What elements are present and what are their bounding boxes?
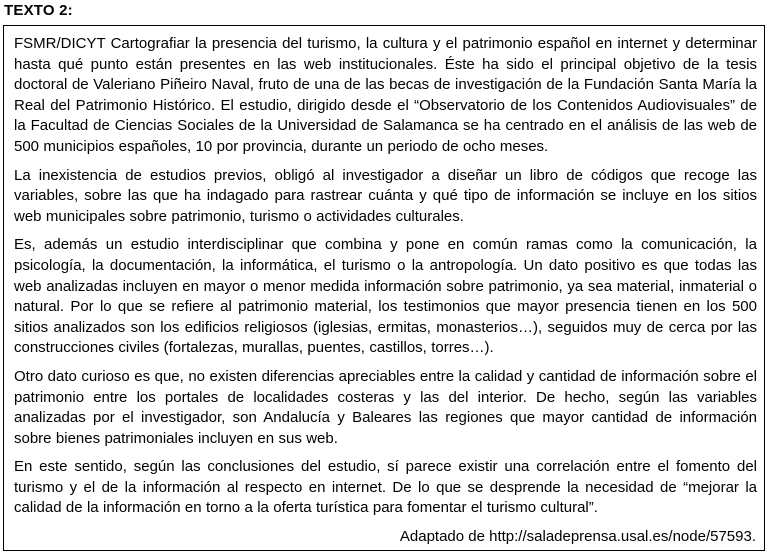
- paragraph-4: Otro dato curioso es que, no existen diferencias apreciables entre la calidad y cantidad de información sobre el patrimonio entre los portales de localidades costeras y las del interior. De hecho, según las variables analizadas por el investigador, son Andalucía y Baleares las regiones que mayor cantidad de información sobre bienes patrimoniales incluyen en sus web.: [14, 367, 757, 447]
- text-box: [3, 25, 765, 551]
- paragraph-2: La inexistencia de estudios previos, obligó al investigador a diseñar un libro de códigos que recoge las variables, sobre las que ha indagado para rastrear cuánta y qué tipo de información se incluye en los sitios web municipales sobre patrimonio, turismo o actividades culturales.: [14, 166, 757, 225]
- paragraph-3: Es, además un estudio interdisciplinar que combina y pone en común ramas como la comunicación, la psicología, la documentación, la informática, el turismo o la antropología. Un dato positivo es que todas las web analizadas incluyen en mayor o menor medida información sobre patrimonio, ya sea material, inmaterial o natural. Por lo que se refiere al patrimonio material, los testimonios que mayor presencia tienen en los 500 sitios analizados son los edificios religiosos (iglesias, ermitas, monasterios…), seguidos muy de cerca por las construcciones civiles (fortalezas, murallas, puentes, castillos, torres…).: [14, 236, 757, 357]
- source-citation: Adaptado de http://saladeprensa.usal.es/node/57593.: [399, 528, 756, 546]
- paragraph-1: FSMR/DICYT Cartografiar la presencia del turismo, la cultura y el patrimonio español en internet y determinar hasta qué punto están presentes en las web institucionales. Éste ha sido el principal objetivo de la tesis doctoral de Valeriano Piñeiro Naval, fruto de una de las becas de investigación de la Fundación Santa María la Real del Patrimonio Histórico. El estudio, dirigido desde el “Observatorio de los Contenidos Audiovisuales” de la Facultad de Ciencias Sociales de la Universidad de Salamanca se ha centrado en el análisis de las web de 500 municipios españoles, 10 por provincia, durante un periodo de ocho meses.: [14, 35, 757, 155]
- text-heading: TEXTO 2:: [4, 2, 73, 19]
- paragraph-5: En este sentido, según las conclusiones del estudio, sí parece existir una correlación entre el fomento del turismo y el de la información al respecto en internet. De lo que se desprende la necesidad de “mejorar la calidad de la información en torno a la oferta turística para fomentar el turismo cultural”.: [14, 458, 757, 517]
